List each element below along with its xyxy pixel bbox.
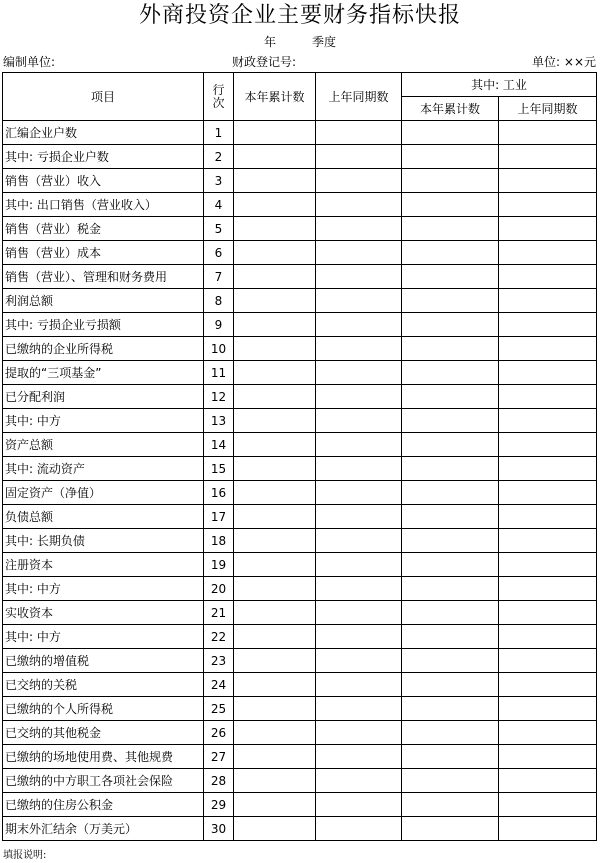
row-item: 已缴纳的个人所得税: [3, 697, 204, 721]
cell-current-ytd[interactable]: [234, 121, 316, 145]
row-item: 已分配利润: [3, 385, 204, 409]
row-line-no: 8: [204, 289, 234, 313]
row-line-no: 18: [204, 529, 234, 553]
row-line-no: 19: [204, 553, 234, 577]
cell-industry-prior-period[interactable]: [499, 529, 597, 553]
row-item: 其中: 中方: [3, 577, 204, 601]
row-line-no: 14: [204, 433, 234, 457]
row-line-no: 22: [204, 625, 234, 649]
row-line-no: 13: [204, 409, 234, 433]
row-item: 已交纳的其他税金: [3, 721, 204, 745]
cell-industry-prior-period[interactable]: [499, 433, 597, 457]
cell-prior-period[interactable]: [316, 361, 402, 385]
cell-industry-prior-period[interactable]: [499, 745, 597, 769]
table-row: [3, 385, 597, 409]
cell-prior-period[interactable]: [316, 433, 402, 457]
header-line-no: [204, 73, 234, 121]
row-item: 负债总额: [3, 505, 204, 529]
cell-industry-current-ytd[interactable]: [402, 721, 499, 745]
table-row: [3, 673, 597, 697]
registration-label: 财政登记号:: [232, 55, 297, 69]
row-line-no: 6: [204, 241, 234, 265]
cell-industry-prior-period[interactable]: [499, 337, 597, 361]
table-row: [3, 193, 597, 217]
row-item: 已缴纳的住房公积金: [3, 793, 204, 817]
row-line-no: 3: [204, 169, 234, 193]
table-row: [3, 241, 597, 265]
table-row: [3, 553, 597, 577]
cell-industry-current-ytd[interactable]: [402, 361, 499, 385]
cell-current-ytd[interactable]: [234, 337, 316, 361]
cell-industry-current-ytd[interactable]: [402, 577, 499, 601]
table-row: [3, 721, 597, 745]
cell-prior-period[interactable]: [316, 217, 402, 241]
cell-current-ytd[interactable]: [234, 673, 316, 697]
cell-industry-current-ytd[interactable]: [402, 793, 499, 817]
cell-industry-current-ytd[interactable]: [402, 625, 499, 649]
cell-industry-current-ytd[interactable]: [402, 193, 499, 217]
table-row: [3, 457, 597, 481]
cell-prior-period[interactable]: [316, 793, 402, 817]
row-item: 实收资本: [3, 601, 204, 625]
row-line-no: 11: [204, 361, 234, 385]
cell-industry-current-ytd[interactable]: [402, 385, 499, 409]
cell-current-ytd[interactable]: [234, 313, 316, 337]
header-prior-period: 上年同期数: [316, 73, 402, 121]
cell-industry-prior-period[interactable]: [499, 121, 597, 145]
row-item: 汇编企业户数: [3, 121, 204, 145]
table-row: [3, 289, 597, 313]
row-line-no: 23: [204, 649, 234, 673]
cell-prior-period[interactable]: [316, 481, 402, 505]
cell-industry-current-ytd[interactable]: [402, 145, 499, 169]
header-industry-current-ytd: 本年累计数: [402, 97, 499, 121]
row-line-no: 26: [204, 721, 234, 745]
cell-prior-period[interactable]: [316, 145, 402, 169]
row-item: 已缴纳的企业所得税: [3, 337, 204, 361]
header-line-no-text: 行次: [212, 82, 225, 110]
cell-current-ytd[interactable]: [234, 553, 316, 577]
cell-prior-period[interactable]: [316, 457, 402, 481]
row-line-no: 30: [204, 817, 234, 841]
cell-prior-period[interactable]: [316, 409, 402, 433]
cell-prior-period[interactable]: [316, 505, 402, 529]
cell-prior-period[interactable]: [316, 745, 402, 769]
cell-industry-current-ytd[interactable]: [402, 289, 499, 313]
cell-prior-period[interactable]: [316, 553, 402, 577]
header-current-ytd: 本年累计数: [234, 73, 316, 121]
row-item: 销售（营业）收入: [3, 169, 204, 193]
table-row: [3, 817, 597, 841]
row-line-no: 1: [204, 121, 234, 145]
cell-industry-current-ytd[interactable]: [402, 313, 499, 337]
row-line-no: 2: [204, 145, 234, 169]
cell-industry-prior-period[interactable]: [499, 241, 597, 265]
row-item: 其中: 亏损企业户数: [3, 145, 204, 169]
row-item: 其中: 长期负债: [3, 529, 204, 553]
table-row: [3, 313, 597, 337]
table-row: [3, 145, 597, 169]
row-item: 销售（营业）税金: [3, 217, 204, 241]
row-line-no: 28: [204, 769, 234, 793]
cell-industry-prior-period[interactable]: [499, 481, 597, 505]
cell-industry-current-ytd[interactable]: [402, 697, 499, 721]
cell-current-ytd[interactable]: [234, 649, 316, 673]
cell-industry-prior-period[interactable]: [499, 145, 597, 169]
cell-prior-period[interactable]: [316, 265, 402, 289]
row-item: 固定资产（净值）: [3, 481, 204, 505]
cell-industry-current-ytd[interactable]: [402, 409, 499, 433]
row-line-no: 15: [204, 457, 234, 481]
cell-current-ytd[interactable]: [234, 457, 316, 481]
row-item: 其中: 中方: [3, 409, 204, 433]
row-line-no: 24: [204, 673, 234, 697]
table-row: [3, 793, 597, 817]
cell-prior-period[interactable]: [316, 577, 402, 601]
cell-industry-prior-period[interactable]: [499, 721, 597, 745]
cell-prior-period[interactable]: [316, 769, 402, 793]
cell-current-ytd[interactable]: [234, 433, 316, 457]
row-line-no: 5: [204, 217, 234, 241]
row-item: 其中: 流动资产: [3, 457, 204, 481]
row-line-no: 10: [204, 337, 234, 361]
unit-label: 单位: ××元: [532, 55, 596, 69]
cell-industry-prior-period[interactable]: [499, 649, 597, 673]
cell-industry-prior-period[interactable]: [499, 289, 597, 313]
table-row: [3, 697, 597, 721]
table-row: [3, 265, 597, 289]
cell-current-ytd[interactable]: [234, 265, 316, 289]
cell-industry-current-ytd[interactable]: [402, 769, 499, 793]
cell-industry-current-ytd[interactable]: [402, 337, 499, 361]
row-line-no: 4: [204, 193, 234, 217]
row-item: 期末外汇结余（万美元）: [3, 817, 204, 841]
cell-prior-period[interactable]: [316, 241, 402, 265]
cell-industry-prior-period[interactable]: [499, 193, 597, 217]
header-item: 项目: [3, 73, 204, 121]
row-item: 已缴纳的中方职工各项社会保险: [3, 769, 204, 793]
cell-industry-prior-period[interactable]: [499, 697, 597, 721]
row-item: 利润总额: [3, 289, 204, 313]
cell-prior-period[interactable]: [316, 625, 402, 649]
row-item: 提取的“三项基金”: [3, 361, 204, 385]
cell-industry-prior-period[interactable]: [499, 601, 597, 625]
row-line-no: 29: [204, 793, 234, 817]
cell-prior-period[interactable]: [316, 721, 402, 745]
row-item: 注册资本: [3, 553, 204, 577]
row-item: 销售（营业）成本: [3, 241, 204, 265]
cell-industry-prior-period[interactable]: [499, 577, 597, 601]
cell-industry-current-ytd[interactable]: [402, 457, 499, 481]
cell-prior-period[interactable]: [316, 313, 402, 337]
report-period: [0, 33, 600, 50]
cell-current-ytd[interactable]: [234, 193, 316, 217]
cell-prior-period[interactable]: [316, 169, 402, 193]
cell-current-ytd[interactable]: [234, 361, 316, 385]
cell-prior-period[interactable]: [316, 673, 402, 697]
cell-industry-current-ytd[interactable]: [402, 217, 499, 241]
cell-industry-current-ytd[interactable]: [402, 121, 499, 145]
cell-prior-period[interactable]: [316, 193, 402, 217]
quarter-label: 季度: [312, 35, 337, 49]
cell-current-ytd[interactable]: [234, 697, 316, 721]
cell-current-ytd[interactable]: [234, 577, 316, 601]
cell-industry-prior-period[interactable]: [499, 457, 597, 481]
cell-industry-current-ytd[interactable]: [402, 265, 499, 289]
cell-industry-current-ytd[interactable]: [402, 433, 499, 457]
row-item: 其中: 出口销售（营业收入）: [3, 193, 204, 217]
cell-current-ytd[interactable]: [234, 721, 316, 745]
row-line-no: 16: [204, 481, 234, 505]
row-line-no: 25: [204, 697, 234, 721]
cell-industry-prior-period[interactable]: [499, 505, 597, 529]
cell-industry-current-ytd[interactable]: [402, 673, 499, 697]
row-line-no: 27: [204, 745, 234, 769]
row-item: 资产总额: [3, 433, 204, 457]
cell-prior-period[interactable]: [316, 649, 402, 673]
fill-instructions: 填报说明:: [3, 850, 47, 861]
row-line-no: 21: [204, 601, 234, 625]
table-row: [3, 409, 597, 433]
row-line-no: 12: [204, 385, 234, 409]
cell-industry-prior-period[interactable]: [499, 625, 597, 649]
cell-current-ytd[interactable]: [234, 625, 316, 649]
row-line-no: 7: [204, 265, 234, 289]
cell-current-ytd[interactable]: [234, 217, 316, 241]
cell-industry-current-ytd[interactable]: [402, 505, 499, 529]
table-row: [3, 601, 597, 625]
cell-industry-current-ytd[interactable]: [402, 817, 499, 841]
cell-industry-prior-period[interactable]: [499, 673, 597, 697]
cell-current-ytd[interactable]: [234, 505, 316, 529]
cell-industry-prior-period[interactable]: [499, 361, 597, 385]
cell-prior-period[interactable]: [316, 817, 402, 841]
cell-industry-current-ytd[interactable]: [402, 481, 499, 505]
header-industry-prior-period: 上年同期数: [499, 97, 597, 121]
compiler-label: 编制单位:: [3, 55, 56, 69]
table-row: [3, 121, 597, 145]
row-item: 销售（营业）、管理和财务费用: [3, 265, 204, 289]
cell-current-ytd[interactable]: [234, 145, 316, 169]
cell-current-ytd[interactable]: [234, 169, 316, 193]
cell-current-ytd[interactable]: [234, 385, 316, 409]
cell-prior-period[interactable]: [316, 337, 402, 361]
table-row: [3, 649, 597, 673]
cell-industry-current-ytd[interactable]: [402, 529, 499, 553]
cell-industry-prior-period[interactable]: [499, 769, 597, 793]
table-row: [3, 577, 597, 601]
cell-industry-prior-period[interactable]: [499, 553, 597, 577]
cell-industry-prior-period[interactable]: [499, 217, 597, 241]
cell-current-ytd[interactable]: [234, 241, 316, 265]
cell-current-ytd[interactable]: [234, 601, 316, 625]
table-row: [3, 505, 597, 529]
cell-industry-current-ytd[interactable]: [402, 169, 499, 193]
table-row: [3, 361, 597, 385]
cell-current-ytd[interactable]: [234, 409, 316, 433]
table-row: [3, 433, 597, 457]
cell-current-ytd[interactable]: [234, 481, 316, 505]
cell-current-ytd[interactable]: [234, 793, 316, 817]
cell-industry-current-ytd[interactable]: [402, 241, 499, 265]
cell-industry-prior-period[interactable]: [499, 385, 597, 409]
table-row: [3, 217, 597, 241]
table-row: [3, 169, 597, 193]
row-item: 其中: 亏损企业亏损额: [3, 313, 204, 337]
cell-prior-period[interactable]: [316, 601, 402, 625]
cell-industry-prior-period[interactable]: [499, 817, 597, 841]
cell-current-ytd[interactable]: [234, 817, 316, 841]
row-item: 其中: 中方: [3, 625, 204, 649]
table-row: [3, 625, 597, 649]
cell-industry-current-ytd[interactable]: [402, 553, 499, 577]
year-label: 年: [263, 35, 276, 49]
cell-current-ytd[interactable]: [234, 745, 316, 769]
row-line-no: 17: [204, 505, 234, 529]
row-item: 已交纳的关税: [3, 673, 204, 697]
table-row: [3, 769, 597, 793]
cell-industry-current-ytd[interactable]: [402, 601, 499, 625]
row-item: 已缴纳的场地使用费、其他规费: [3, 745, 204, 769]
cell-industry-prior-period[interactable]: [499, 409, 597, 433]
cell-industry-prior-period[interactable]: [499, 793, 597, 817]
cell-prior-period[interactable]: [316, 289, 402, 313]
row-line-no: 9: [204, 313, 234, 337]
cell-industry-current-ytd[interactable]: [402, 745, 499, 769]
table-row: [3, 745, 597, 769]
report-title: 外商投资企业主要财务指标快报: [138, 3, 461, 28]
row-line-no: 20: [204, 577, 234, 601]
row-item: 已缴纳的增值税: [3, 649, 204, 673]
cell-prior-period[interactable]: [316, 697, 402, 721]
table-row: [3, 529, 597, 553]
table-row: [3, 481, 597, 505]
financial-indicators-table: [2, 72, 597, 841]
cell-current-ytd[interactable]: [234, 529, 316, 553]
cell-current-ytd[interactable]: [234, 769, 316, 793]
cell-prior-period[interactable]: [316, 385, 402, 409]
header-industry-group: 其中: 工业: [402, 73, 597, 97]
cell-industry-current-ytd[interactable]: [402, 649, 499, 673]
cell-industry-prior-period[interactable]: [499, 169, 597, 193]
cell-industry-prior-period[interactable]: [499, 313, 597, 337]
cell-prior-period[interactable]: [316, 529, 402, 553]
table-row: [3, 337, 597, 361]
cell-prior-period[interactable]: [316, 121, 402, 145]
cell-industry-prior-period[interactable]: [499, 265, 597, 289]
cell-current-ytd[interactable]: [234, 289, 316, 313]
